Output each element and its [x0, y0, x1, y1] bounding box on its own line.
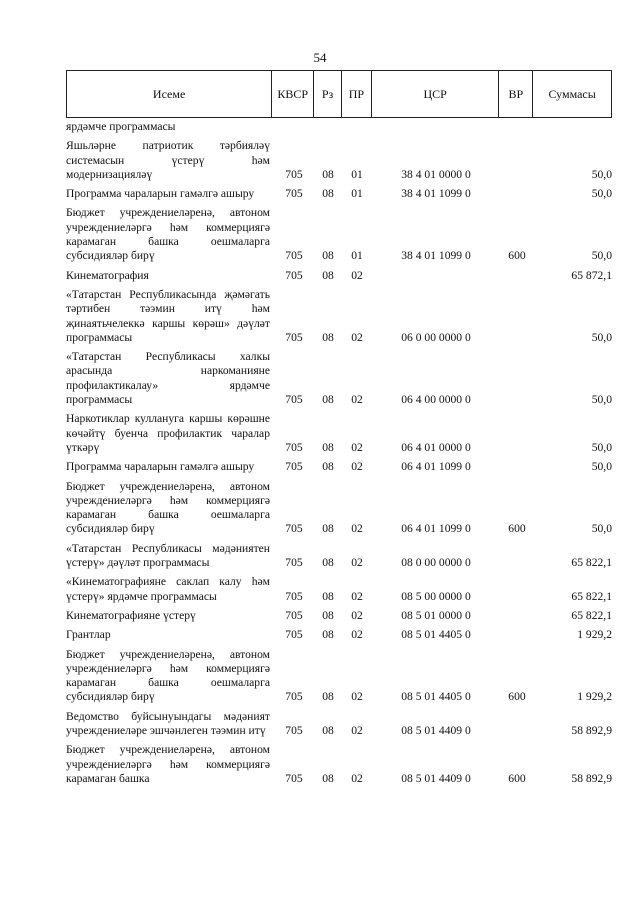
- cell-name: «Татарстан Республикасы мәдәниятен үстерү» дәүләт программасы: [66, 541, 270, 570]
- cell-name: Программа чараларын гамәлгә ашыру: [66, 460, 255, 474]
- cell-kvsr: 705: [285, 690, 303, 704]
- cell-name: Программа чараларын гамәлгә ашыру: [66, 187, 255, 201]
- cell-pr: 02: [351, 723, 363, 737]
- cell-name: ярдәмче программасы: [66, 120, 176, 133]
- cell-kvsr: 705: [285, 187, 303, 201]
- cell-name: Грантлар: [66, 628, 111, 642]
- table-row: [66, 480, 612, 537]
- cell-rz: 08: [322, 249, 334, 263]
- cell-kvsr: 705: [285, 723, 303, 737]
- cell-name: Бюджет учреждениеләренә, автоном учреждениеләргә һәм коммерциягә карамаган башка оешмаларга субсидияләр бирү: [66, 206, 270, 263]
- cell-csr: 08 5 01 4409 0: [401, 771, 471, 785]
- table-row: [66, 460, 612, 474]
- cell-name: Яшьләрне патриотик тәрбияләү системасын үстерү һәм модернизацияләү: [66, 139, 270, 181]
- table-row: [66, 609, 612, 623]
- cell-csr: 08 5 01 4405 0: [401, 690, 471, 704]
- cell-sum: 58 892,9: [571, 723, 612, 737]
- cell-csr: 08 5 01 4409 0: [401, 723, 471, 737]
- cell-sum: 1 929,2: [577, 690, 612, 704]
- cell-sum: 50,0: [591, 330, 612, 344]
- cell-pr: 01: [351, 167, 363, 181]
- cell-vr: 600: [508, 522, 526, 536]
- cell-rz: 08: [322, 771, 334, 785]
- header-sum: Суммасы: [548, 86, 596, 101]
- header-pr: ПР: [342, 71, 372, 117]
- cell-pr: 02: [351, 460, 363, 474]
- cell-rz: 08: [322, 522, 334, 536]
- cell-csr: 38 4 01 1099 0: [401, 249, 471, 263]
- cell-rz: 08: [322, 268, 334, 282]
- cell-rz: 08: [322, 330, 334, 344]
- cell-kvsr: 705: [285, 589, 303, 603]
- cell-rz: 08: [322, 589, 334, 603]
- cell-rz: 08: [322, 608, 334, 622]
- cell-rz: 08: [322, 167, 334, 181]
- header-rz: Рз: [314, 71, 342, 117]
- cell-pr: 02: [351, 440, 363, 454]
- cell-kvsr: 705: [285, 268, 303, 282]
- cell-sum: 50,0: [591, 249, 612, 263]
- cell-rz: 08: [322, 628, 334, 642]
- cell-sum: 50,0: [591, 522, 612, 536]
- table-row: [66, 628, 612, 642]
- cell-csr: 38 4 01 1099 0: [401, 187, 471, 201]
- cell-pr: 02: [351, 628, 363, 642]
- cell-name: «Татарстан Республикасында җәмәгать тәртибен тәэмин итү һәм җинаятьчелеккә каршы көрәш» дәүләт программасы: [66, 287, 270, 344]
- table-row: [66, 139, 612, 182]
- table-row: [66, 575, 612, 604]
- cell-vr: 600: [508, 690, 526, 704]
- table-row: [66, 206, 612, 263]
- cell-kvsr: 705: [285, 608, 303, 622]
- cell-csr: 06 4 01 1099 0: [401, 460, 471, 474]
- cell-pr: 02: [351, 589, 363, 603]
- cell-rz: 08: [322, 556, 334, 570]
- cell-pr: 02: [351, 522, 363, 536]
- cell-vr: 600: [508, 249, 526, 263]
- cell-name: «Кинематографияне саклап калу һәм үстерү» ярдәмче программасы: [66, 575, 270, 603]
- table-row: [66, 648, 612, 705]
- table-row: [66, 743, 612, 786]
- cell-kvsr: 705: [285, 522, 303, 536]
- cell-pr: 02: [351, 608, 363, 622]
- cell-csr: 38 4 01 0000 0: [401, 167, 471, 181]
- cell-kvsr: 705: [285, 393, 303, 407]
- cell-sum: 1 929,2: [577, 628, 612, 642]
- cell-pr: 02: [351, 690, 363, 704]
- cell-csr: 08 0 00 0000 0: [401, 556, 471, 570]
- page-number: 54: [313, 50, 327, 65]
- cell-kvsr: 705: [285, 440, 303, 454]
- cell-kvsr: 705: [285, 460, 303, 474]
- table-body: [66, 120, 612, 791]
- header-name: Исеме: [67, 71, 272, 117]
- cell-sum: 65 822,1: [571, 608, 612, 622]
- cell-pr: 01: [351, 249, 363, 263]
- cell-rz: 08: [322, 440, 334, 454]
- cell-kvsr: 705: [285, 556, 303, 570]
- cell-pr: 02: [351, 393, 363, 407]
- table-row: [66, 350, 612, 407]
- cell-sum: 50,0: [591, 187, 612, 201]
- cell-pr: 01: [351, 187, 363, 201]
- cell-name: Кинематографияне үстерү: [66, 608, 196, 622]
- table-row: [66, 710, 612, 739]
- cell-sum: 50,0: [591, 440, 612, 454]
- cell-pr: 02: [351, 556, 363, 570]
- cell-name: Бюджет учреждениеләренә, автоном учреждениеләргә һәм коммерциягә карамаган башка: [66, 743, 270, 785]
- cell-csr: 08 5 01 4405 0: [401, 628, 471, 642]
- header-kvsr: КВСР: [272, 71, 314, 117]
- cell-csr: 06 4 01 1099 0: [401, 522, 471, 536]
- cell-kvsr: 705: [285, 249, 303, 263]
- cell-name: Бюджет учреждениеләренә, автоном учреждениеләргә һәм коммерциягә карамаган башка оешмаларга субсидияләр бирү: [66, 647, 270, 704]
- cell-rz: 08: [322, 393, 334, 407]
- cell-rz: 08: [322, 723, 334, 737]
- cell-vr: 600: [508, 771, 526, 785]
- table-row: [66, 288, 612, 345]
- cell-csr: 06 0 00 0000 0: [401, 330, 471, 344]
- cell-sum: 65 822,1: [571, 556, 612, 570]
- cell-kvsr: 705: [285, 771, 303, 785]
- table-header: [66, 70, 612, 118]
- cell-pr: 02: [351, 268, 363, 282]
- cell-csr: 06 4 01 0000 0: [401, 440, 471, 454]
- cell-rz: 08: [322, 690, 334, 704]
- cell-sum: 50,0: [591, 460, 612, 474]
- table-row: [66, 269, 612, 283]
- table-row: [66, 412, 612, 455]
- cell-sum: 50,0: [591, 393, 612, 407]
- table-row: [66, 187, 612, 201]
- header-csr: ЦСР: [372, 71, 500, 117]
- cell-name: Ведомство буйсынуындагы мәдәният учреждениеләре эшчәнлеген тәэмин итү: [66, 709, 270, 737]
- table-row: [66, 120, 612, 134]
- cell-name: Бюджет учреждениеләренә, автоном учреждениеләргә һәм коммерциягә карамаган башка оешмаларга субсидияләр бирү: [66, 479, 270, 536]
- cell-sum: 65 822,1: [571, 589, 612, 603]
- cell-sum: 58 892,9: [571, 771, 612, 785]
- cell-name: «Татарстан Республикасы халкы арасында наркоманияне профилактикалау» ярдәмче программасы: [66, 350, 270, 407]
- cell-sum: 65 872,1: [571, 268, 612, 282]
- cell-kvsr: 705: [285, 330, 303, 344]
- cell-pr: 02: [351, 771, 363, 785]
- cell-kvsr: 705: [285, 628, 303, 642]
- cell-rz: 08: [322, 460, 334, 474]
- cell-csr: 08 5 01 0000 0: [401, 608, 471, 622]
- cell-csr: 06 4 00 0000 0: [401, 393, 471, 407]
- cell-csr: 08 5 00 0000 0: [401, 589, 471, 603]
- cell-name: Наркотиклар куллануга каршы көрәшне көчәйтү буенча профилактик чаралар үткәрү: [66, 412, 270, 454]
- header-vr: ВР: [499, 71, 533, 117]
- cell-sum: 50,0: [591, 167, 612, 181]
- cell-name: Кинематография: [66, 268, 149, 282]
- cell-rz: 08: [322, 187, 334, 201]
- cell-kvsr: 705: [285, 167, 303, 181]
- table-row: [66, 542, 612, 571]
- cell-pr: 02: [351, 330, 363, 344]
